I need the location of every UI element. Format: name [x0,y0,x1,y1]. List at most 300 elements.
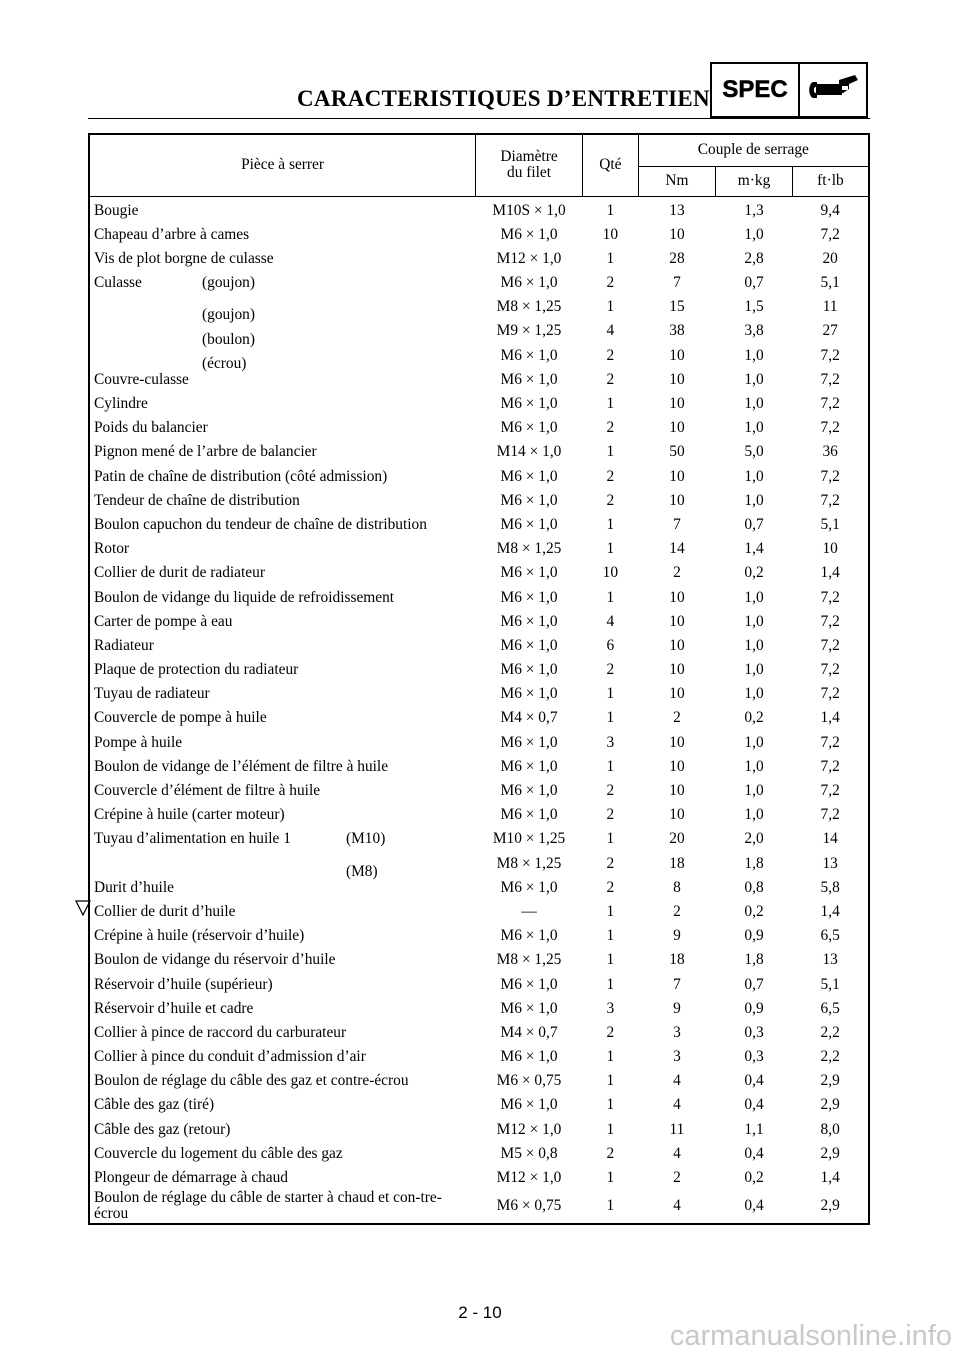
cell-qty: 1 [606,709,615,727]
cell-part [89,247,476,271]
cell-ftlb: 7,2 [820,346,840,364]
header-qty: Qté [582,134,638,196]
cell-diameter: M6 × 1,0 [500,419,558,437]
cell-part [89,465,476,489]
cell-nm: 10 [669,346,685,364]
cell-qty: 1 [606,1096,615,1114]
cell-ftlb: 7,2 [820,419,840,437]
cell-ftlb: 6,5 [820,999,840,1017]
cell-nm: 4 [673,1096,681,1114]
cell-ftlb: 14 [822,830,838,848]
cell-diameter: M8 × 1,25 [496,540,562,558]
cell-diameter: — [521,902,537,920]
cell-diameter: M6 × 1,0 [500,757,558,775]
cell-nm: 28 [669,249,685,267]
part-label: Crépine à huile (réservoir d’huile) [94,927,305,945]
cell-ftlb: 27 [822,322,838,340]
cell-part [89,948,476,972]
cell-diameter: M12 × 1,0 [496,1120,562,1138]
cell-mkg: 1,3 [744,201,764,219]
cell-part [89,658,476,682]
cell-diameter: M6 × 1,0 [500,467,558,485]
cell-mkg: 1,0 [744,612,764,630]
cell-diameter: M6 × 1,0 [500,491,558,509]
cell-ftlb: 1,4 [820,1169,840,1186]
part-label: Poids du balancier [94,419,208,437]
cell-diameter: M6 × 1,0 [500,806,558,824]
cell-part [89,1093,476,1117]
cell-part [89,271,476,295]
part-label: Boulon de réglage du câble des gaz et contre-écrou [94,1072,409,1090]
table-row [89,755,869,779]
page-title: CARACTERISTIQUES D’ENTRETIEN [297,86,710,111]
part-label: Pignon mené de l’arbre de balancier [94,443,317,461]
cell-nm: 38 [669,322,685,340]
cell-qty: 1 [606,830,615,848]
cell-diameter: M6 × 1,0 [500,733,558,751]
part-label: Tendeur de chaîne de distribution [94,491,300,509]
table-row [89,1166,869,1190]
cell-nm: 10 [669,395,685,412]
cell-ftlb: 7,2 [820,370,840,388]
cell-mkg: 0,2 [744,564,764,582]
part-label: Crépine à huile (carter moteur) [94,806,285,824]
part-label: Câble des gaz (tiré) [94,1096,215,1114]
cell-mkg: 0,4 [744,1144,764,1162]
cell-part [89,368,476,392]
cell-nm: 2 [673,1169,681,1186]
cell-mkg: 0,8 [744,878,764,896]
cell-ftlb: 7,2 [820,491,840,509]
cell-ftlb: 10 [822,540,838,558]
cell-nm: 11 [669,1120,685,1138]
cell-qty: 2 [606,1023,615,1041]
cell-part [89,1021,476,1045]
cell-diameter: M6 × 1,0 [500,564,558,582]
cell-mkg: 1,0 [744,395,764,412]
cell-diameter: M4 × 0,7 [500,1023,558,1041]
cell-mkg: 3,8 [744,322,764,340]
header-ftlb: ft·lb [792,166,869,196]
part-label: Carter de pompe à eau [94,612,233,630]
cell-diameter: M6 × 1,0 [500,999,558,1017]
cell-mkg: 0,7 [744,975,764,993]
cell-part [89,223,476,247]
part-label: Rotor [94,540,130,558]
cell-part [89,827,476,851]
table-row [89,537,869,561]
cell-mkg: 1,0 [744,806,764,824]
cell-ftlb: 7,2 [820,395,840,412]
cell-mkg: 2,0 [744,830,764,848]
cell-ftlb: 2,9 [820,1197,840,1215]
cell-part [89,610,476,634]
part-label: Chapeau d’arbre à cames [94,225,250,243]
cell-part [89,1142,476,1166]
cell-part [89,973,476,997]
cell-ftlb: 9,4 [820,201,840,219]
cell-diameter: M6 × 1,0 [500,274,558,292]
cell-qty: 1 [606,902,615,920]
part-label: Boulon de vidange de l’élément de filtre à huile [94,757,389,775]
part-label: Culasse [94,274,142,292]
cell-qty: 1 [606,443,615,461]
part-label: Tuyau de radiateur [94,685,210,703]
cell-mkg: 1,5 [744,298,764,316]
cell-qty: 10 [602,564,619,582]
cell-nm: 10 [669,661,685,679]
cell-ftlb: 5,1 [820,975,840,993]
table-row [89,586,869,610]
cell-nm: 20 [669,830,685,848]
table-row [89,731,869,755]
part-label: Tuyau d’alimentation en huile 1 [94,830,291,848]
cell-ftlb: 13 [822,951,838,969]
cell-ftlb: 7,2 [820,806,840,824]
cell-qty: 1 [606,201,615,219]
cell-mkg: 0,7 [744,274,764,292]
cell-qty: 4 [606,322,615,340]
cell-part [89,513,476,537]
table-row [89,876,869,900]
spec-badge [710,62,868,118]
cell-nm: 10 [669,370,685,388]
table-row [89,295,869,319]
cell-part [89,489,476,513]
cell-nm: 4 [673,1144,681,1162]
cell-nm: 10 [669,685,685,703]
cell-qty: 2 [606,419,615,437]
cell-diameter: M6 × 1,0 [500,636,558,654]
cell-mkg: 1,0 [744,661,764,679]
cell-mkg: 1,0 [744,782,764,799]
cell-nm: 3 [673,1023,681,1041]
cell-mkg: 1,0 [744,225,764,243]
cell-ftlb: 7,2 [820,636,840,654]
cell-part [89,586,476,610]
cell-diameter: M5 × 0,8 [500,1144,558,1162]
cell-qty: 1 [606,951,615,969]
table-row [89,392,869,416]
cell-qty: 1 [606,1169,615,1186]
table-row [89,900,869,924]
cell-ftlb: 2,2 [820,1048,840,1066]
cell-diameter: M6 × 0,75 [496,1197,562,1215]
cell-diameter: M14 × 1,0 [496,443,562,461]
part-label: Bougie [94,201,139,219]
table-row [89,344,869,368]
part-label: Câble des gaz (retour) [94,1120,231,1138]
cell-mkg: 0,2 [744,1169,764,1186]
cell-qty: 2 [606,346,615,364]
cell-qty: 2 [606,854,615,872]
cell-mkg: 1,4 [744,540,764,558]
cell-qty: 2 [606,1144,615,1162]
part-label: Boulon de vidange du liquide de refroidissement [94,588,395,606]
cell-ftlb: 11 [822,298,838,316]
cell-diameter: M6 × 1,0 [500,612,558,630]
table-row [89,247,869,271]
cell-part [89,900,476,924]
part-sublabel: (M8) [346,862,378,880]
cell-mkg: 1,0 [744,733,764,751]
cell-ftlb: 7,2 [820,661,840,679]
cell-nm: 8 [673,878,681,896]
cell-part [89,1166,476,1190]
cell-ftlb: 2,9 [820,1072,840,1090]
part-label: Vis de plot borgne de culasse [94,249,274,267]
cell-diameter: M10S × 1,0 [492,201,566,219]
cell-qty: 2 [606,370,615,388]
cell-qty: 1 [606,757,615,775]
cell-qty: 3 [606,999,615,1017]
cell-nm: 10 [669,782,685,799]
cell-nm: 7 [673,975,681,993]
cell-part [89,416,476,440]
table-row [89,1142,869,1166]
cell-diameter: M6 × 1,0 [500,878,558,896]
cell-part [89,196,476,223]
table-row [89,465,869,489]
cell-qty: 1 [606,515,615,533]
cell-qty: 1 [606,1048,615,1066]
cell-nm: 10 [669,733,685,751]
cell-nm: 15 [669,298,685,316]
cell-nm: 2 [673,709,681,727]
cell-mkg: 0,9 [744,927,764,945]
cell-diameter: M6 × 1,0 [500,346,558,364]
cell-part [89,876,476,900]
cell-ftlb: 7,2 [820,733,840,751]
part-label: Collier à pince du conduit d’admission d’air [94,1048,366,1066]
cell-diameter: M6 × 1,0 [500,927,558,945]
cell-qty: 1 [606,588,615,606]
cell-mkg: 0,7 [744,515,764,533]
cell-mkg: 1,0 [744,757,764,775]
cell-qty: 6 [606,636,615,654]
part-label: Boulon de réglage du câble de starter à chaud et con-tre-écrou [94,1189,442,1223]
cell-nm: 10 [669,491,685,509]
cell-nm: 10 [669,612,685,630]
cell-qty: 2 [606,806,615,824]
cell-nm: 10 [669,806,685,824]
cell-part [89,1190,476,1223]
header-mkg: m·kg [716,166,793,196]
cell-qty: 1 [606,298,615,316]
cell-nm: 10 [669,419,685,437]
cell-mkg: 1,0 [744,636,764,654]
table-row [89,706,869,730]
cell-part [89,924,476,948]
cell-qty: 1 [606,1120,615,1138]
cell-part [89,537,476,561]
cell-qty: 2 [606,661,615,679]
cell-qty: 10 [602,225,619,243]
cell-part [89,392,476,416]
part-label: Couvercle d’élément de filtre à huile [94,782,321,799]
cell-part [89,755,476,779]
cell-qty: 2 [606,782,615,799]
part-label: Pompe à huile [94,733,183,751]
cell-ftlb: 36 [822,443,838,461]
cell-ftlb: 7,2 [820,467,840,485]
cell-diameter: M9 × 1,25 [496,322,562,340]
cell-diameter: M6 × 1,0 [500,370,558,388]
part-sublabel: (boulon) [202,330,256,348]
cell-qty: 1 [606,1072,615,1090]
cell-qty: 1 [606,540,615,558]
table-row [89,489,869,513]
cell-part [89,440,476,464]
cell-mkg: 1,0 [744,467,764,485]
cell-nm: 10 [669,757,685,775]
table-row [89,682,869,706]
cell-diameter: M6 × 1,0 [500,395,558,412]
cell-qty: 2 [606,878,615,896]
cell-ftlb: 7,2 [820,685,840,703]
cell-qty: 1 [606,975,615,993]
cell-qty: 4 [606,612,615,630]
cell-mkg: 1,0 [744,419,764,437]
cell-mkg: 5,0 [744,443,764,461]
table-row [89,779,869,803]
table-row [89,1069,869,1093]
cell-diameter: M8 × 1,25 [496,951,562,969]
cell-ftlb: 1,4 [820,709,840,727]
cell-nm: 2 [673,902,681,920]
cell-nm: 50 [669,443,685,461]
header-diameter: Diamètre du filet [476,134,583,196]
cell-qty: 1 [606,249,615,267]
cell-qty: 1 [606,1197,615,1215]
table-row [89,440,869,464]
cell-ftlb: 7,2 [820,612,840,630]
cell-mkg: 1,0 [744,685,764,703]
cell-ftlb: 20 [822,249,838,267]
part-label: Boulon capuchon du tendeur de chaîne de distribution [94,515,427,533]
caution-triangle-icon [75,900,91,916]
cell-part [89,852,476,880]
header-part: Pièce à serrer [89,134,476,196]
cell-qty: 1 [606,395,615,412]
cell-nm: 9 [673,999,681,1017]
part-label: Collier de durit de radiateur [94,564,265,582]
cell-diameter: M8 × 1,25 [496,854,562,872]
table-row [89,973,869,997]
table-row [89,561,869,585]
cell-mkg: 0,2 [744,709,764,727]
part-label: Couvre-culasse [94,370,189,388]
part-label: Couvercle du logement du câble des gaz [94,1144,343,1162]
cell-ftlb: 1,4 [820,902,840,920]
part-label: Collier à pince de raccord du carburateur [94,1023,347,1041]
cell-diameter: M10 × 1,25 [492,830,566,848]
cell-part [89,344,476,372]
part-sublabel: (M10) [346,830,386,848]
cell-ftlb: 7,2 [820,225,840,243]
cell-part [89,1069,476,1093]
cell-nm: 13 [669,201,685,219]
cell-mkg: 0,4 [744,1072,764,1090]
cell-nm: 10 [669,636,685,654]
cell-part [89,319,476,348]
table-row [89,416,869,440]
cell-ftlb: 7,2 [820,757,840,775]
cell-qty: 1 [606,685,615,703]
table-row [89,852,869,876]
part-label: Durit d’huile [94,878,174,896]
part-label: Collier de durit d’huile [94,902,236,920]
cell-diameter: M6 × 1,0 [500,685,558,703]
cell-diameter: M6 × 1,0 [500,515,558,533]
wrench-icon [800,64,866,116]
table-row [89,1093,869,1117]
cell-ftlb: 7,2 [820,782,840,799]
cell-nm: 2 [673,564,681,582]
cell-nm: 10 [669,467,685,485]
cell-nm: 4 [673,1072,681,1090]
table-row [89,924,869,948]
cell-part [89,779,476,803]
cell-nm: 10 [669,225,685,243]
cell-ftlb: 2,9 [820,1096,840,1114]
part-label: Plongeur de démarrage à chaud [94,1169,289,1186]
title-rule [88,118,870,119]
cell-mkg: 0,9 [744,999,764,1017]
cell-part [89,295,476,324]
cell-part [89,706,476,730]
cell-diameter: M6 × 1,0 [500,782,558,799]
part-sublabel: (goujon) [202,306,256,324]
cell-part [89,634,476,658]
cell-diameter: M6 × 1,0 [500,1048,558,1066]
table-row [89,997,869,1021]
cell-part [89,997,476,1021]
cell-ftlb: 1,4 [820,564,840,582]
cell-mkg: 1,8 [744,854,764,872]
cell-diameter: M8 × 1,25 [496,298,562,316]
cell-mkg: 0,3 [744,1023,764,1041]
cell-nm: 9 [673,927,681,945]
cell-part [89,1118,476,1142]
table-row [89,658,869,682]
table-row [89,513,869,537]
cell-ftlb: 7,2 [820,588,840,606]
table-row [89,196,869,223]
page-number: 2 - 10 [458,1303,502,1322]
header-nm: Nm [638,166,716,196]
table-row [89,610,869,634]
cell-part [89,731,476,755]
cell-mkg: 0,2 [744,902,764,920]
cell-diameter: M12 × 1,0 [496,249,562,267]
part-label: Cylindre [94,395,148,412]
cell-nm: 10 [669,588,685,606]
part-label: Couvercle de pompe à huile [94,709,267,727]
cell-ftlb: 5,8 [820,878,840,896]
table-row [89,634,869,658]
header-torque: Couple de serrage [638,134,869,166]
cell-nm: 7 [673,515,681,533]
cell-nm: 14 [669,540,685,558]
part-label: Patin de chaîne de distribution (côté admission) [94,467,388,485]
cell-qty: 2 [606,491,615,509]
watermark: carmanualsonline.info [669,1320,952,1352]
table-row [89,1118,869,1142]
cell-diameter: M4 × 0,7 [500,709,558,727]
cell-diameter: M12 × 1,0 [496,1169,562,1186]
table-row [89,1021,869,1045]
